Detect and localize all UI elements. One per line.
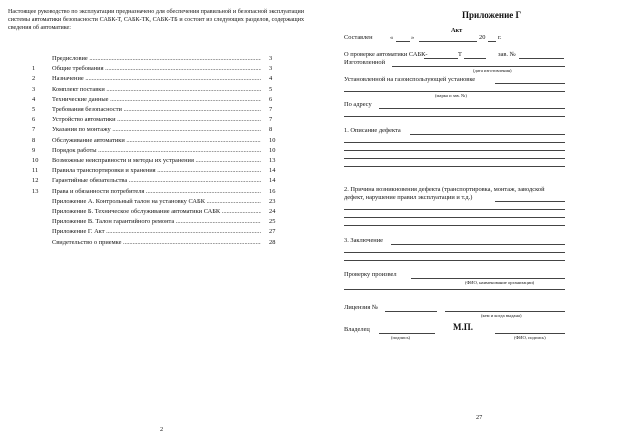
model-field[interactable] — [424, 58, 458, 59]
composed-month-field[interactable] — [419, 41, 477, 42]
composed-year-field[interactable] — [488, 41, 496, 42]
toc-row — [0, 74, 300, 83]
toc-page-number: 28 — [269, 238, 276, 246]
composed-year-suffix: г. — [498, 34, 502, 41]
toc-title: Права и обязанности потребителя ..... — [52, 187, 261, 196]
toc-page-number: 10 — [269, 146, 276, 154]
owner-fio-field[interactable] — [495, 333, 565, 334]
toc-title: Требования безопасности ..... — [52, 105, 261, 114]
license-issued-field[interactable] — [445, 311, 565, 312]
composed-label: Составлен — [344, 34, 373, 41]
toc-page-number: 8 — [269, 126, 273, 134]
fio-caption: (ФИО, подпись) — [514, 335, 546, 340]
conclusion-field-1[interactable] — [391, 244, 565, 245]
toc-row — [0, 95, 300, 104]
serial-field[interactable] — [519, 58, 564, 59]
installed-field-1[interactable] — [495, 83, 565, 84]
appendix-title: Приложение Г — [462, 10, 522, 20]
toc-number: 13 — [32, 187, 39, 195]
toc-title: Приложение Г. Акт ..... — [52, 227, 261, 236]
installed-caption: (марка и зав. №) — [435, 93, 467, 98]
toc-page-number: 23 — [269, 197, 276, 205]
toc-title: Технические данные ..... — [52, 95, 261, 104]
toc-number: 6 — [32, 116, 36, 124]
toc-number: 5 — [32, 106, 36, 113]
toc-row — [0, 176, 300, 185]
toc-number: 7 — [32, 126, 36, 134]
toc-row — [0, 105, 300, 114]
model-suffix-field[interactable] — [464, 58, 486, 59]
right-page — [315, 0, 630, 446]
toc-title: Правила транспортировки и хранения ..... — [52, 166, 261, 175]
license-caption: (кем и когда выдана) — [481, 313, 522, 318]
toc-title: Свидетельство о приемке ..... — [52, 238, 261, 247]
toc-title: Гарантийные обязательства ..... — [52, 176, 261, 185]
toc-row — [0, 187, 300, 196]
toc-title: Порядок работы ..... — [52, 146, 261, 155]
conclusion-field-2[interactable] — [344, 252, 565, 253]
defect-field-3[interactable] — [344, 150, 565, 151]
toc-page-number: 5 — [269, 85, 273, 93]
toc-number: 9 — [32, 146, 36, 154]
toc-number: 10 — [32, 157, 39, 164]
owner-signature-field[interactable] — [379, 333, 435, 334]
installed-field-2[interactable] — [344, 91, 565, 92]
installed-label: Установленной на газоиспользующей установке — [344, 76, 476, 83]
page-number-left: 2 — [160, 426, 164, 433]
intro-paragraph: Настоящее руководство по эксплуатации предназначено для обеспечения правильной и безопасной эксплуатации системы автоматики безопасности САБК-Т, САБК-ТК, САБК-ТБ и состоит из следующих разделов, содержащих сведения об автоматике: — [8, 9, 304, 32]
toc-page-number: 7 — [269, 116, 273, 124]
toc-title: Приложение Б. Техническое обслуживание автоматики САБК ..... — [52, 207, 261, 216]
page-number-right: 27 — [476, 414, 483, 421]
address-label: По адресу — [344, 101, 372, 108]
toc-page-number: 3 — [269, 65, 273, 73]
act-heading: Акт — [451, 27, 463, 34]
close-quote: » — [411, 34, 415, 41]
cause-field-2[interactable] — [344, 209, 565, 210]
defect-field-1[interactable] — [410, 134, 565, 135]
toc-number: 3 — [32, 85, 36, 93]
composed-day-field[interactable] — [396, 41, 410, 42]
toc-page-number: 10 — [269, 136, 276, 144]
toc-row — [0, 136, 300, 145]
toc-title: Приложение В. Талон гарантийного ремонта ..... — [52, 217, 261, 226]
toc-number: 1 — [32, 65, 36, 73]
section2-heading-line1: 2. Причина возникновения дефекта (транспортировка, монтаж, заводской — [344, 186, 545, 193]
address-field-2[interactable] — [344, 116, 565, 117]
section2-heading-line2: дефект, нарушение правил эксплуатации и т.д.) — [344, 194, 473, 201]
manufacturer-field[interactable] — [392, 66, 565, 67]
defect-field-4[interactable] — [344, 158, 565, 159]
toc-page-number: 25 — [269, 218, 276, 226]
toc-page-number: 24 — [269, 208, 276, 215]
toc-title: Приложение А. Контрольный талон на установку САБК ..... — [52, 197, 261, 206]
toc-title: Предисловие ..... — [52, 54, 261, 63]
toc-page-number: 14 — [269, 167, 276, 175]
toc-page-number: 7 — [269, 106, 273, 113]
toc-number: 2 — [32, 75, 36, 83]
section3-heading: 3. Заключение — [344, 237, 383, 244]
check-label: О проверке автоматики САБК- — [344, 51, 428, 58]
toc-title: Обслуживание автоматики ..... — [52, 136, 261, 145]
toc-row — [0, 85, 300, 94]
toc-page-number: 3 — [269, 55, 273, 62]
toc-title: Указания по монтажу ..... — [52, 125, 261, 134]
cause-field-3[interactable] — [344, 217, 565, 218]
toc-number: 11 — [32, 167, 39, 175]
checked-by-field-2[interactable] — [344, 289, 565, 290]
toc-title: Возможные неисправности и методы их устранения ..... — [52, 156, 261, 165]
defect-field-2[interactable] — [344, 142, 565, 143]
toc-row — [0, 64, 300, 73]
cause-field-4[interactable] — [344, 225, 565, 226]
cause-field-1[interactable] — [495, 201, 565, 202]
toc-title: Комплект поставки ..... — [52, 85, 261, 94]
toc-page-number: 27 — [269, 228, 276, 236]
stamp-place: М.П. — [453, 322, 473, 332]
model-t-label: Т — [458, 51, 462, 58]
toc-page-number: 16 — [269, 187, 276, 195]
manufacturer-label: Изготовленной — [344, 59, 386, 66]
section1-heading: 1. Описание дефекта — [344, 127, 401, 134]
toc-row — [0, 54, 300, 63]
defect-field-5[interactable] — [344, 166, 565, 167]
toc-row — [0, 166, 300, 175]
toc-number: 8 — [32, 136, 36, 144]
manufacturer-caption: (дата изготовления) — [473, 68, 512, 73]
toc-row — [0, 207, 300, 216]
toc-page-number: 6 — [269, 95, 273, 103]
toc-row — [0, 227, 300, 236]
toc-row — [0, 125, 300, 134]
checked-by-field-1[interactable] — [411, 278, 565, 279]
checked-by-caption: (ФИО, наименование организации) — [465, 280, 535, 285]
toc-row — [0, 156, 300, 165]
toc-number: 4 — [32, 95, 36, 103]
toc-page-number: 14 — [269, 177, 276, 185]
toc-row — [0, 217, 300, 226]
toc-row — [0, 115, 300, 124]
toc-page-number: 13 — [269, 157, 276, 164]
signature-caption: (подпись) — [391, 335, 411, 340]
toc-row — [0, 238, 300, 247]
license-number-field[interactable] — [385, 311, 437, 312]
serial-label: зав. № — [498, 51, 516, 58]
address-field-1[interactable] — [379, 108, 565, 109]
composed-year-prefix: 20 — [479, 34, 486, 41]
toc-row — [0, 197, 300, 206]
toc-row — [0, 146, 300, 155]
toc-number: 12 — [32, 177, 39, 185]
owner-label: Владелец — [344, 326, 370, 333]
conclusion-field-3[interactable] — [344, 260, 565, 261]
checked-by-label: Проверку произвел — [344, 271, 397, 278]
toc-page-number: 4 — [269, 75, 273, 83]
open-quote: « — [390, 34, 394, 41]
license-label: Лицензия № — [344, 304, 379, 311]
toc-title: Назначение ..... — [52, 74, 261, 83]
toc-title: Устройство автоматики ..... — [52, 115, 261, 124]
toc-title: Общие требования ..... — [52, 64, 261, 73]
